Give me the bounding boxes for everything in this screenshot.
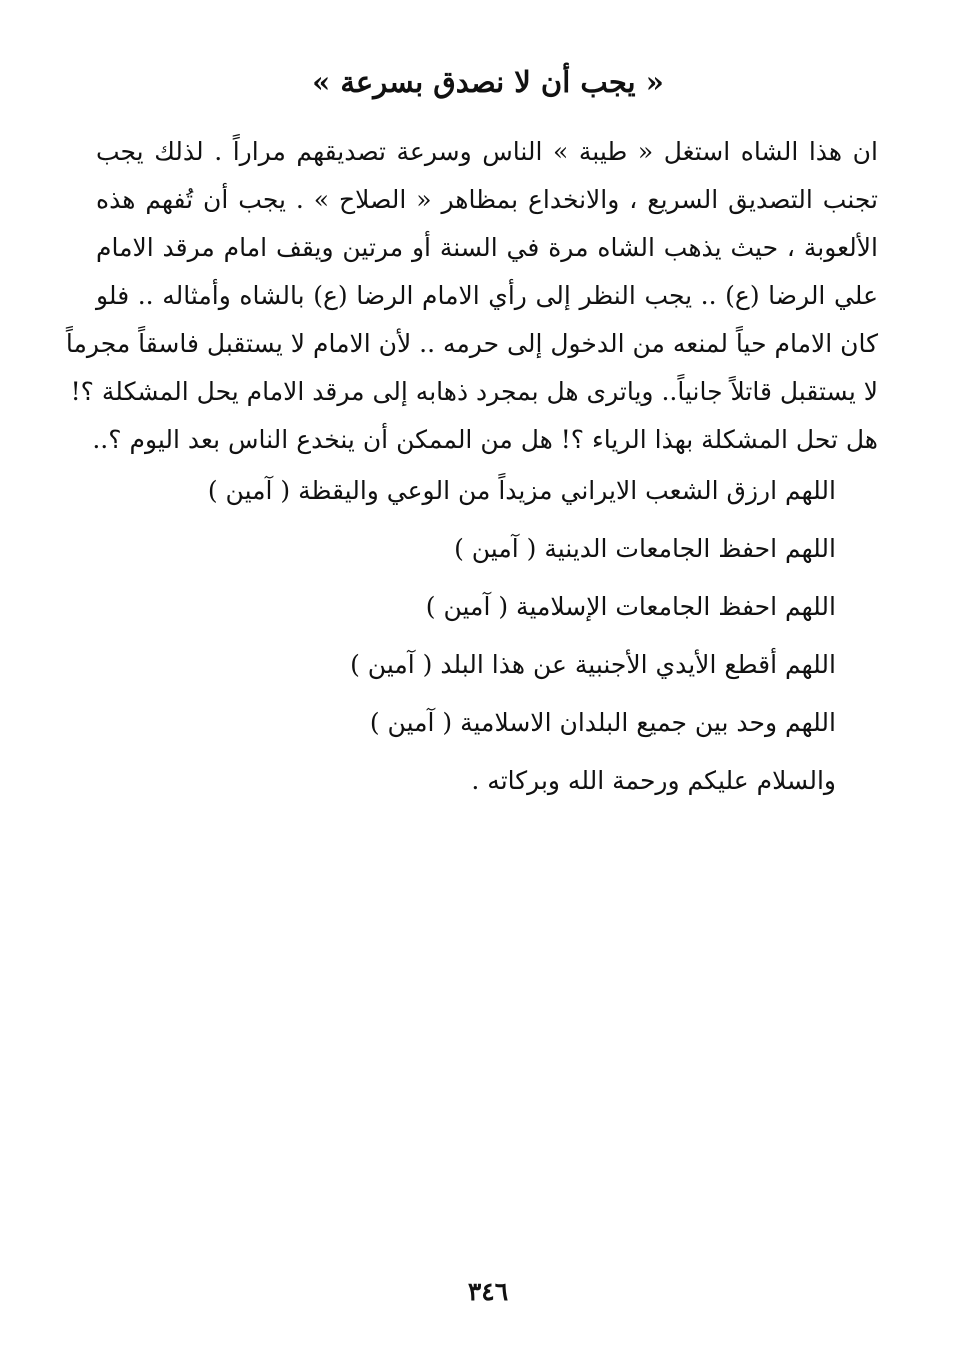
page-number: ٣٤٦ <box>467 1277 509 1306</box>
prayer-line: اللهم وحد بين جميع البلدان الاسلامية ( آمين ) <box>369 708 836 737</box>
paragraph-line: الألعوبة ، حيث يذهب الشاه مرة في السنة أو مرتين ويقف امام مرقد الامام <box>96 233 878 262</box>
prayer-line: اللهم احفظ الجامعات الإسلامية ( آمين ) <box>425 592 836 621</box>
prayer-list <box>96 468 836 816</box>
prayer-line: اللهم ارزق الشعب الايراني مزيداً من الوعي واليقظة ( آمين ) <box>207 476 836 505</box>
paragraph-line: علي الرضا (ع) .. يجب النظر إلى رأي الامام الرضا (ع) بالشاه وأمثاله .. فلو <box>96 281 878 310</box>
paragraph-line: كان الامام حياً لمنعه من الدخول إلى حرمه .. لأن الامام لا يستقبل فاسقاً مجرماً <box>65 329 878 358</box>
prayer-line: اللهم أقطع الأيدي الأجنبية عن هذا البلد ( آمين ) <box>350 650 836 679</box>
paragraph-line: تجنب التصديق السريع ، والانخداع بمظاهر « الصلاح » . يجب أن تُفهم هذه <box>96 185 878 214</box>
closing-salutation: والسلام عليكم ورحمة الله وبركاته . <box>471 766 836 795</box>
section-title: « يجب أن لا نصدق بسرعة » <box>312 65 664 99</box>
paragraph-line: ان هذا الشاه استغل « طيبة » الناس وسرعة تصديقهم مراراً . لذلك يجب <box>96 137 878 166</box>
paragraph-line: هل تحل المشكلة بهذا الرياء ؟! هل من الممكن أن ينخدع الناس بعد اليوم ؟.. <box>92 425 878 454</box>
prayer-line: اللهم احفظ الجامعات الدينية ( آمين ) <box>454 534 836 563</box>
paragraph-line: لا يستقبل قاتلاً جانياً.. وياترى هل بمجرد ذهابه إلى مرقد الامام يحل المشكلة ؟! <box>70 377 878 406</box>
body-paragraph <box>65 128 878 464</box>
